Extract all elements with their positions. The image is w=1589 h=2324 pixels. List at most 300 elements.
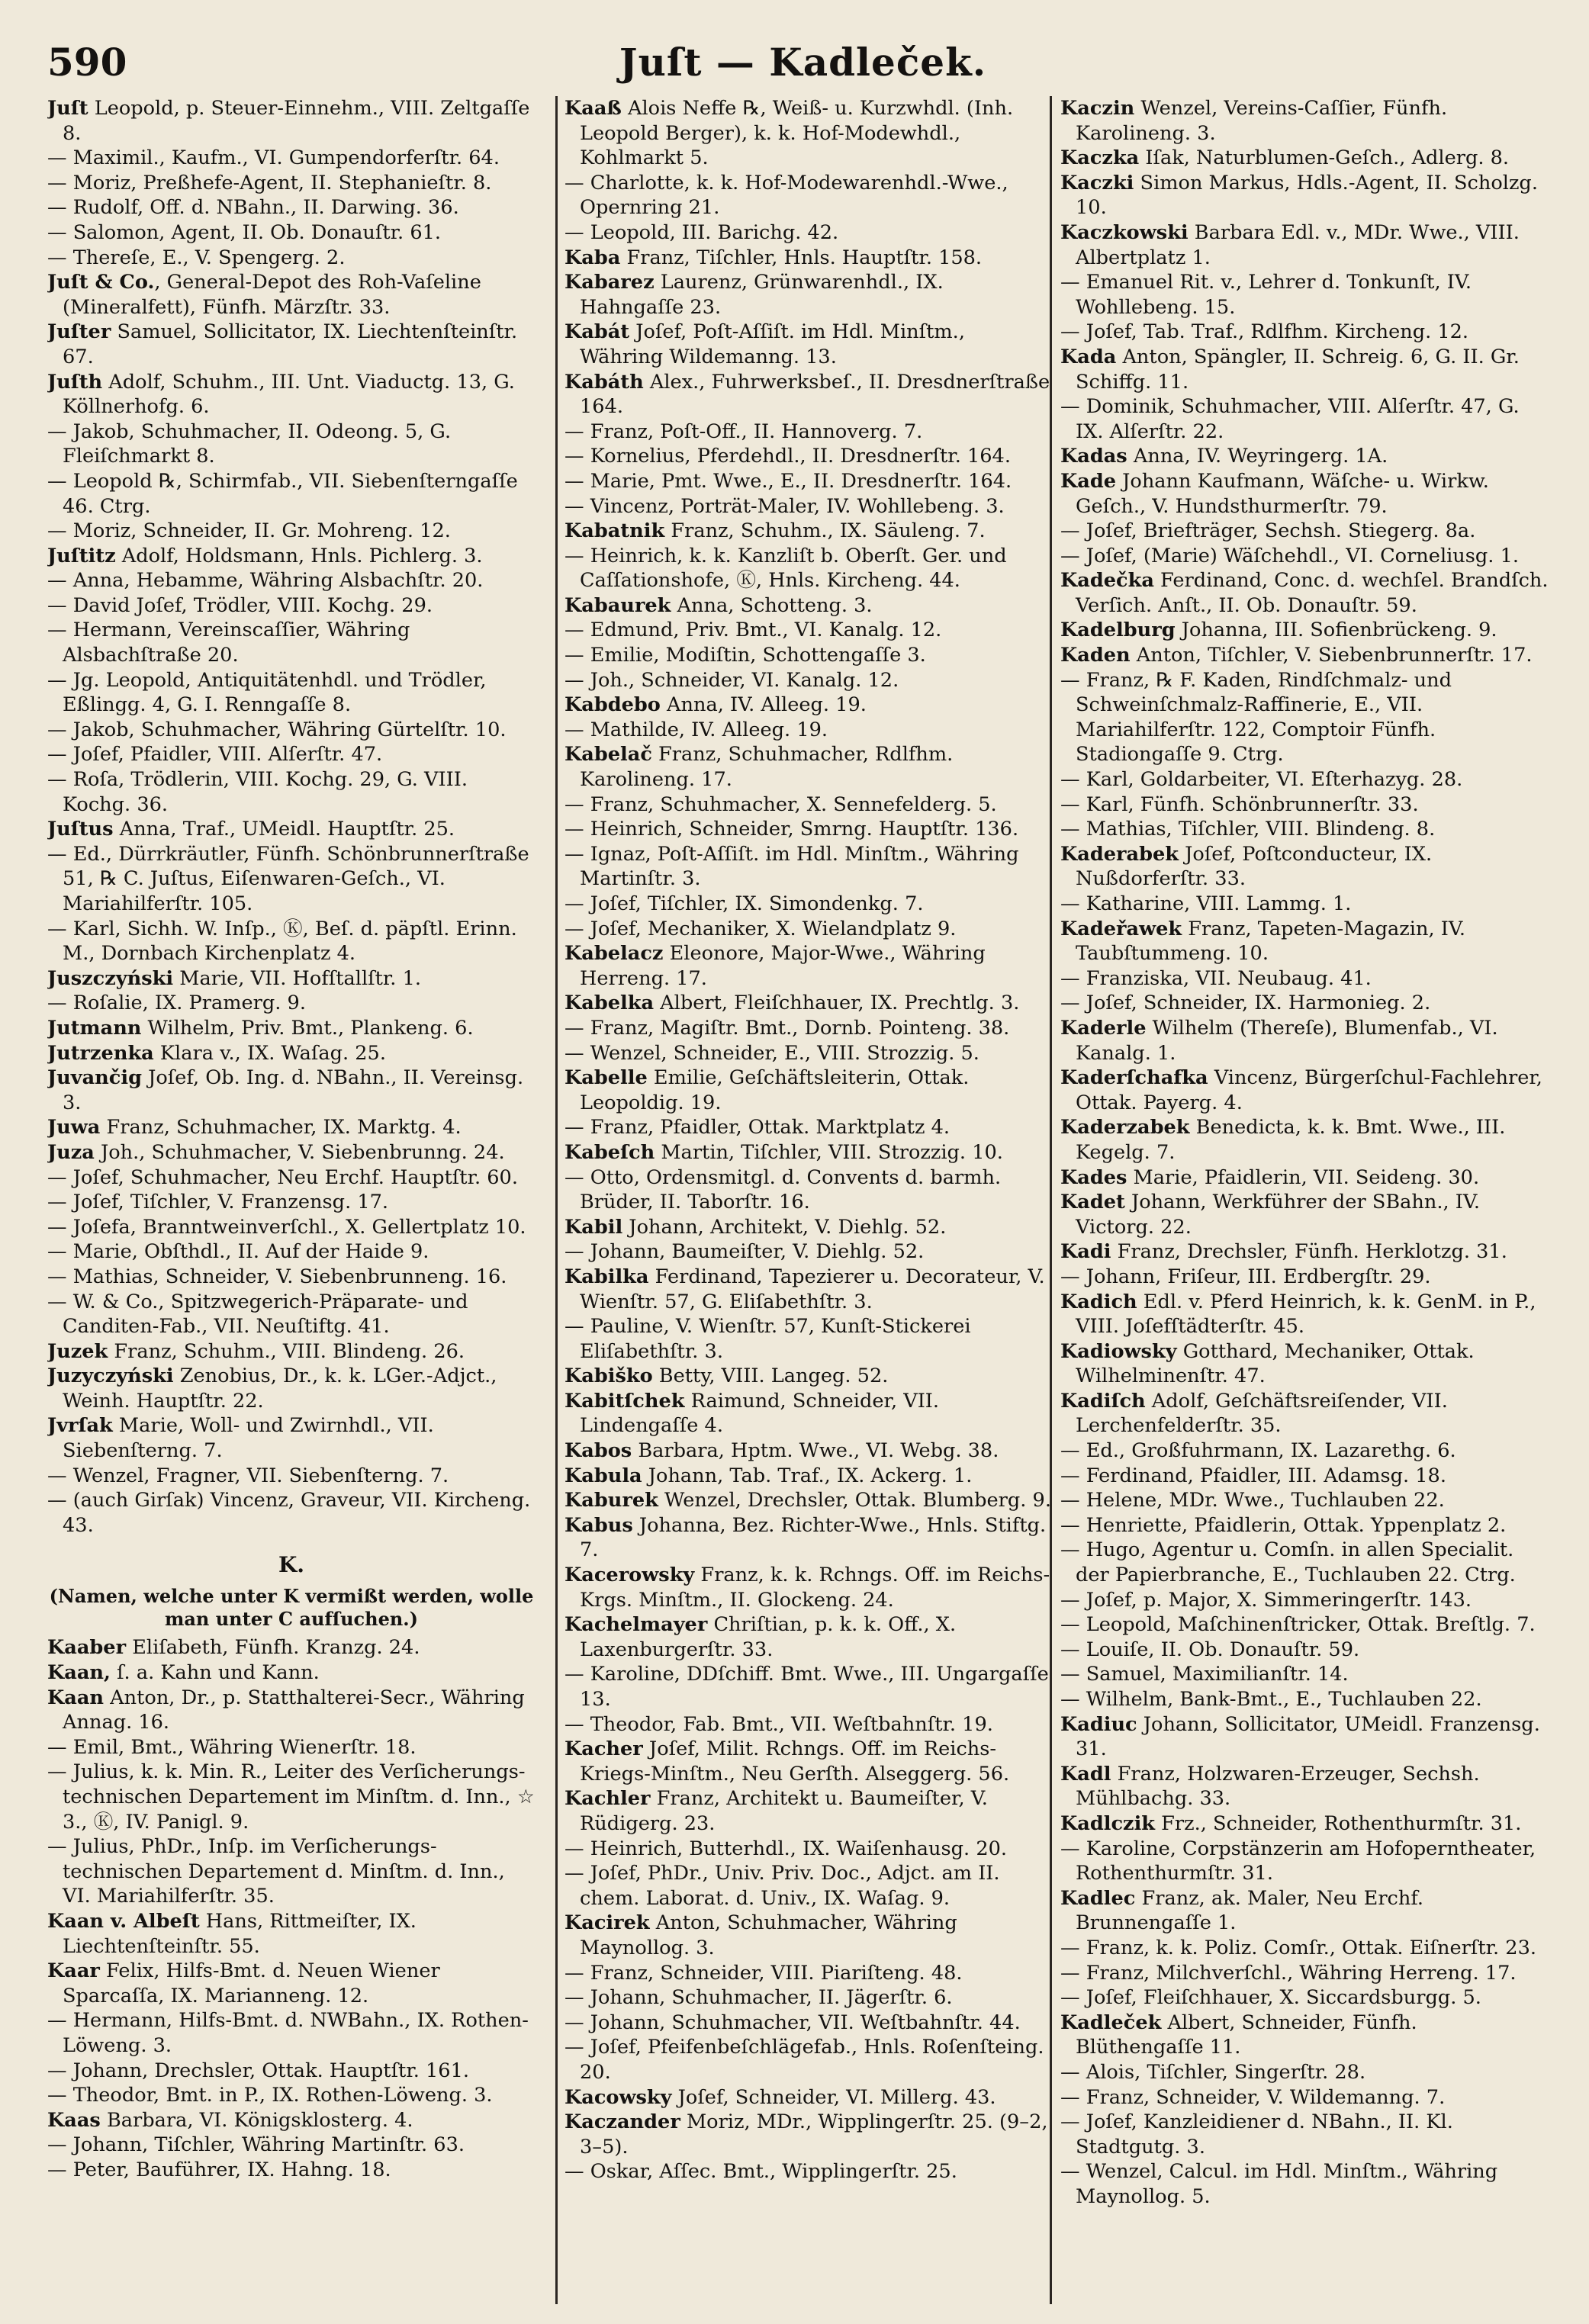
directory-entry — [1060, 767, 1549, 792]
entry-text: — Heinrich, Schneider, Smrng. Hauptſtr. 136. — [565, 818, 1019, 841]
directory-entry — [1060, 1265, 1549, 1290]
directory-entry — [565, 220, 1053, 246]
directory-entry — [1060, 817, 1549, 842]
directory-entry — [47, 742, 536, 767]
directory-entry — [1060, 1016, 1549, 1066]
directory-entry — [1060, 1985, 1549, 2011]
directory-entry — [1060, 1936, 1549, 1961]
directory-entry — [1060, 345, 1549, 394]
entry-text: Anton, Spängler, II. Schreig. 6, G. II. Gr. Schiffg. 11. — [1076, 345, 1520, 394]
entry-text: — Marie, Pmt. Wwe., E., II. Dresdnerſtr. 164. — [565, 469, 1012, 493]
directory-entry — [1060, 1339, 1549, 1389]
directory-entry — [47, 246, 536, 271]
entry-surname: Kadeřawek — [1060, 917, 1182, 940]
directory-entry — [1060, 568, 1549, 618]
directory-entry — [47, 270, 536, 320]
entry-text: — Katharine, VIII. Lammg. 1. — [1060, 892, 1352, 915]
directory-entry — [1060, 1588, 1549, 1613]
directory-entry — [47, 1909, 536, 1959]
entry-text: — Franz, Schneider, V. Wildemanng. 7. — [1060, 2085, 1446, 2109]
entry-text: Anna, Schotteng. 3. — [671, 593, 873, 617]
entry-text: — Joſef, Mechaniker, X. Wielandplatz 9. — [565, 917, 957, 940]
entry-surname: Kabatnik — [565, 519, 665, 543]
entry-surname: Kaar — [47, 1959, 100, 1983]
entry-text: Joſef, Poſt-Aſſiſt. im Hdl. Minſtm., Währing Wildemanng. 13. — [580, 320, 965, 368]
directory-entry — [1060, 1239, 1549, 1265]
entry-text: Johann, Tab. Traf., IX. Ackerg. 1. — [642, 1464, 973, 1487]
entry-text: — David Joſef, Trödler, VIII. Kochg. 29. — [47, 593, 433, 617]
directory-entry — [1060, 966, 1549, 992]
entry-text: — Ignaz, Poſt-Aſſiſt. im Hdl. Minſtm., Währing Martinſtr. 3. — [565, 842, 1019, 891]
entry-text: Wilhelm (Thereſe), Blumenfab., VI. Kanalg. 1. — [1076, 1016, 1498, 1065]
directory-entry — [47, 1239, 536, 1265]
directory-entry — [565, 892, 1053, 917]
directory-entry — [1060, 320, 1549, 345]
entry-text: Barbara, VI. Königsklosterg. 4. — [100, 2108, 413, 2132]
entry-text: — Karoline, Corpstänzerin am Hofoperntheater, Rothenthurmſtr. 31. — [1060, 1837, 1536, 1885]
directory-entry — [47, 1635, 536, 1660]
running-head: Juſt — Kadleček. — [619, 40, 987, 85]
entry-surname: Kadlczik — [1060, 1811, 1156, 1835]
entry-text: Moriz, MDr., Wipplingerſtr. 25. (9–2, 3–5). — [580, 2110, 1048, 2158]
entry-surname: Kabitſchek — [565, 1389, 685, 1413]
directory-entry — [565, 1911, 1053, 1960]
directory-entry — [1060, 1612, 1549, 1638]
directory-entry — [565, 320, 1053, 369]
entry-text: — Joſef, Pfeifenbeſchlägefab., Hnls. Roſenſteing. 20. — [565, 2036, 1044, 2084]
directory-entry — [565, 96, 1053, 171]
directory-entry — [47, 1016, 536, 1041]
directory-entry — [1060, 1687, 1549, 1712]
entry-text: Joſef, Ob. Ing. d. NBahn., II. Vereinsg. 3. — [63, 1066, 524, 1114]
entry-text: — Franz, Milchverſchl., Währing Herreng. 17. — [1060, 1961, 1517, 1985]
directory-entry — [47, 220, 536, 246]
directory-entry — [565, 1712, 1053, 1737]
entry-text: Franz, Tapeten-Magazin, IV. Taubſtummeng. 10. — [1076, 917, 1465, 966]
entry-text: — Joſef, (Marie) Wäſchehdl., VI. Corneliusg. 1. — [1060, 544, 1520, 567]
entry-text: — Wilhelm, Bank-Bmt., E., Tuchlauben 22. — [1060, 1688, 1482, 1711]
entry-text: — Johann, Schuhmacher, II. Jägerſtr. 6. — [565, 1986, 953, 2010]
directory-entry — [47, 618, 536, 667]
entry-surname: Kabáth — [565, 370, 644, 394]
entry-surname: Juſtus — [47, 818, 114, 841]
entry-text: Betty, VIII. Langeg. 52. — [652, 1365, 889, 1388]
entry-text: — Marie, Obſthdl., II. Auf der Haide 9. — [47, 1240, 429, 1264]
directory-entry — [565, 469, 1053, 494]
directory-entry — [565, 494, 1053, 519]
directory-entry — [565, 941, 1053, 991]
entry-text: Franz, k. k. Rchngs. Off. im Reichs-Krgs. Minſtm., II. Glockeng. 24. — [580, 1564, 1050, 1612]
entry-text: — Peter, Bauführer, IX. Hahng. 18. — [47, 2158, 391, 2181]
entry-text: Franz, Schuhm., IX. Säuleng. 7. — [664, 519, 986, 543]
directory-entry — [1060, 1638, 1549, 1663]
directory-entry — [1060, 544, 1549, 569]
directory-entry — [1060, 519, 1549, 544]
entry-text: Franz, Tiſchler, Hnls. Hauptſtr. 158. — [620, 246, 983, 269]
entry-text: — Mathias, Schneider, V. Siebenbrunneng. 16. — [47, 1265, 507, 1288]
entry-text: , General-Depot des Roh-Vaſeline (Mineralfett), Fünfh. Märzſtr. 33. — [63, 271, 481, 319]
entry-surname: Kaden — [1060, 644, 1131, 667]
directory-entry — [1060, 171, 1549, 220]
entry-surname: Kaczander — [565, 2110, 680, 2134]
directory-entry — [47, 519, 536, 544]
entry-surname: Kaczkowski — [1060, 220, 1189, 244]
entry-text: Iſak, Naturblumen-Geſch., Adlerg. 8. — [1139, 146, 1510, 170]
directory-entry — [565, 1837, 1053, 1862]
directory-entry — [565, 1488, 1053, 1513]
entry-text: — Thereſe, E., V. Spengerg. 2. — [47, 246, 346, 269]
directory-entry — [565, 1961, 1053, 1986]
entry-text: — Ed., Dürrkräutler, Fünfh. Schönbrunnerſtraße 51, ℞ C. Juſtus, Eiſenwaren-Geſch., VI. Mariahilferſtr. 105. — [47, 842, 529, 915]
directory-entry — [565, 2085, 1053, 2110]
directory-entry — [565, 1314, 1053, 1364]
entry-text: — Hermann, Vereinscaſſier, Währing Alsbachſtraße 20. — [47, 619, 410, 667]
directory-entry — [47, 1686, 536, 1735]
entry-text: — Johann, Schuhmacher, VII. Weſtbahnſtr. 44. — [565, 2011, 1021, 2034]
entry-text: Johann Kaufmann, Wäſche- u. Wirkw. Geſch., V. Hundsthurmerſtr. 79. — [1076, 469, 1489, 518]
entry-text: Martin, Tiſchler, VIII. Strozzig. 10. — [655, 1140, 1003, 1164]
directory-entry — [565, 519, 1053, 544]
directory-entry — [1060, 1438, 1549, 1464]
entry-surname: Kacirek — [565, 1911, 650, 1935]
directory-entry — [47, 1834, 536, 1909]
entry-surname: Kaderſchafka — [1060, 1066, 1208, 1090]
directory-entry — [47, 171, 536, 196]
directory-entry — [565, 917, 1053, 942]
entry-surname: Kacher — [565, 1737, 643, 1761]
entry-surname: Kacowsky — [565, 2085, 672, 2109]
entry-surname: Kabelka — [565, 992, 655, 1015]
directory-entry — [1060, 1513, 1549, 1538]
directory-entry — [1060, 1464, 1549, 1489]
entry-text: — Alois, Tiſchler, Singerſtr. 28. — [1060, 2060, 1366, 2084]
page-number: 590 — [47, 40, 127, 85]
directory-entry — [47, 568, 536, 593]
entry-surname: Kades — [1060, 1165, 1127, 1189]
directory-entry — [565, 1215, 1053, 1240]
directory-entry — [1060, 1066, 1549, 1115]
entry-text: Anton, Dr., p. Statthalterei-Secr., Währing Annag. 16. — [63, 1686, 525, 1734]
directory-entry — [1060, 842, 1549, 892]
directory-entry — [1060, 2085, 1549, 2110]
entry-surname: Kaczka — [1060, 146, 1140, 170]
column-middle — [565, 96, 1053, 2300]
entry-text: Albert, Schneider, Fünfh. Blüthengaſſe 11. — [1076, 2011, 1417, 2059]
directory-entry — [47, 1760, 536, 1834]
entry-text: — Salomon, Agent, II. Ob. Donauſtr. 61. — [47, 220, 442, 244]
entry-text: Ferdinand, Tapezierer u. Decorateur, V. Wienſtr. 57, G. Eliſabethſtr. 3. — [580, 1265, 1045, 1313]
entry-surname: Kabeſch — [565, 1140, 655, 1164]
directory-entry — [47, 1464, 536, 1489]
directory-entry — [47, 1215, 536, 1240]
entry-text: Joſef, Poſtconducteur, IX. Nußdorferſtr. 33. — [1076, 842, 1433, 891]
entry-text: — Wenzel, Schneider, E., VIII. Strozzig. 5. — [565, 1041, 979, 1065]
entry-text: — Leopold, Maſchinenſtricker, Ottak. Breſtlg. 7. — [1060, 1613, 1536, 1637]
directory-entry — [565, 1115, 1053, 1140]
entry-text: — Johann, Friſeur, III. Erdbergſtr. 29. — [1060, 1265, 1431, 1288]
entry-surname: Kaderle — [1060, 1016, 1147, 1040]
entry-surname: Juſt — [47, 97, 88, 120]
directory-entry — [565, 593, 1053, 619]
entry-text: Franz, Schuhmacher, IX. Marktg. 4. — [100, 1116, 462, 1139]
entry-surname: Juszczyński — [47, 966, 174, 990]
directory-entry — [565, 1464, 1053, 1489]
directory-entry — [47, 817, 536, 842]
directory-entry — [565, 1239, 1053, 1265]
entry-text: Barbara Edl. v., MDr. Wwe., VIII. Albertplatz 1. — [1076, 220, 1520, 269]
entry-text: — Joſef, Kanzleidiener d. NBahn., II. Kl. Stadtgutg. 3. — [1060, 2110, 1453, 2158]
directory-entry — [565, 444, 1053, 469]
directory-entry — [47, 1165, 536, 1191]
directory-entry — [47, 2059, 536, 2084]
directory-entry — [565, 1364, 1053, 1389]
directory-entry — [47, 320, 536, 369]
entry-text: — Leopold, III. Barichg. 42. — [565, 220, 839, 244]
directory-entry — [47, 1190, 536, 1215]
directory-entry — [1060, 1190, 1549, 1239]
directory-entry — [1060, 146, 1549, 171]
entry-text: Joh., Schuhmacher, V. Siebenbrunng. 24. — [94, 1140, 505, 1164]
entry-surname: Kabaurek — [565, 593, 671, 617]
entry-surname: Kadiowsky — [1060, 1339, 1177, 1363]
entry-surname: Kabiško — [565, 1365, 653, 1388]
directory-entry — [565, 171, 1053, 220]
entry-text: Laurenz, Grünwarenhdl., IX. Hahngaſſe 23. — [580, 271, 944, 319]
entry-surname: Kaan — [47, 1686, 105, 1709]
entry-surname: Juſtitz — [47, 544, 116, 567]
directory-entry — [565, 792, 1053, 818]
entry-text: — Anna, Hebamme, Währing Alsbachſtr. 20. — [47, 569, 484, 593]
directory-entry — [565, 718, 1053, 743]
entry-text: — Franz, k. k. Poliz. Comſr., Ottak. Eiſnerſtr. 23. — [1060, 1936, 1537, 1959]
directory-entry — [565, 668, 1053, 693]
entry-text: — Otto, Ordensmitgl. d. Convents d. barmh. Brüder, II. Taborſtr. 16. — [565, 1165, 1002, 1214]
directory-entry — [47, 593, 536, 619]
entry-text: Marie, VII. Hofſtallſtr. 1. — [173, 966, 421, 990]
entry-surname: Kada — [1060, 345, 1117, 368]
directory-entry — [47, 195, 536, 220]
entry-text: — Franz, ℞ F. Kaden, Rindſchmalz- und Schweinſchmalz-Raffinerie, E., VII. Mariahilferſtr. 122, Comptoir Fünfh. Stadiongaſſe 9. Ctrg. — [1060, 668, 1452, 767]
entry-text: — Moriz, Preßhefe-Agent, II. Stephanieſtr. 8. — [47, 171, 492, 194]
entry-text: — Joſef, p. Major, X. Simmeringerſtr. 143. — [1060, 1588, 1472, 1612]
directory-entry — [1060, 1712, 1549, 1762]
entry-text: Frz., Schneider, Rothenthurmſtr. 31. — [1155, 1811, 1522, 1835]
directory-entry — [47, 718, 536, 743]
directory-entry — [565, 1140, 1053, 1165]
entry-text: — Hermann, Hilfs-Bmt. d. NWBahn., IX. Rothen-Löweng. 3. — [47, 2009, 529, 2057]
entry-text: Franz, Architekt u. Baumeiſter, V. Rüdigerg. 23. — [580, 1787, 988, 1835]
entry-text: — Karl, Fünfh. Schönbrunnerſtr. 33. — [1060, 792, 1419, 816]
directory-entry — [565, 693, 1053, 718]
entry-surname: Jutmann — [47, 1016, 142, 1040]
directory-entry — [565, 246, 1053, 271]
entry-text: — Jakob, Schuhmacher, Währing Gürtelſtr. 10. — [47, 718, 507, 741]
entry-surname: Kade — [1060, 469, 1117, 493]
directory-entry — [565, 1985, 1053, 2011]
directory-entry — [47, 1660, 536, 1686]
directory-entry — [47, 1488, 536, 1538]
entry-surname: Kabos — [565, 1439, 632, 1463]
entry-text: Hans, Rittmeiſter, IX. Liechtenſteinſtr. 55. — [63, 1909, 417, 1958]
column-left — [47, 96, 536, 2300]
entry-surname: Kabelač — [565, 743, 652, 767]
entry-text: — Pauline, V. Wienſtr. 57, Kunſt-Stickerei Eliſabethſtr. 3. — [565, 1315, 971, 1363]
entry-text: — Kornelius, Pferdehdl., II. Dresdnerſtr. 164. — [565, 445, 1011, 468]
entry-text: Anton, Schuhmacher, Währing Maynollog. 3. — [580, 1911, 957, 1959]
entry-text: — Johann, Drechsler, Ottak. Hauptſtr. 161. — [47, 2059, 470, 2082]
entry-text: — Heinrich, k. k. Kanzliſt b. Oberſt. Ger. und Caſſationshofe, Ⓚ, Hnls. Kircheng. 44. — [565, 544, 1007, 593]
entry-text: — Joſef, Briefträger, Sechsh. Stiegerg. 8a. — [1060, 519, 1476, 543]
directory-entry — [1060, 270, 1549, 320]
directory-entry — [47, 1339, 536, 1365]
entry-text: Anna, Traf., UMeidl. Hauptſtr. 25. — [113, 818, 455, 841]
entry-text: — Theodor, Bmt. in P., IX. Rothen-Löweng. 3. — [47, 2084, 493, 2107]
entry-text: Ferdinand, Conc. d. wechſel. Brandſch. Verſich. Anſt., II. Ob. Donauſtr. 59. — [1076, 569, 1549, 617]
entry-surname: Kabelacz — [565, 942, 664, 966]
entry-text: — Maximil., Kaufm., VI. Gumpendorferſtr. 64. — [47, 146, 500, 170]
entry-text: — (auch Girſak) Vincenz, Graveur, VII. Kircheng. 43. — [47, 1489, 531, 1537]
entry-surname: Kachler — [565, 1787, 651, 1811]
entry-text: Franz, ak. Maler, Neu Erchf. Brunnengaſſe 1. — [1076, 1886, 1424, 1935]
entry-text: — Johann, Baumeiſter, V. Diehlg. 52. — [565, 1240, 925, 1264]
entry-text: Raimund, Schneider, VII. Lindengaſſe 4. — [580, 1389, 940, 1438]
directory-entry — [565, 1066, 1053, 1115]
entry-text: — Theodor, Fab. Bmt., VII. Weſtbahnſtr. 19. — [565, 1712, 993, 1736]
entry-text: Joſef, Milit. Rchngs. Off. im Reichs-Kriegs-Minſtm., Neu Gerſth. Alseggerg. 56. — [580, 1737, 1010, 1786]
entry-text: — Moriz, Schneider, II. Gr. Mohreng. 12. — [47, 519, 451, 543]
entry-surname: Kabát — [565, 320, 630, 344]
entry-text: Marie, Pfaidlerin, VII. Seideng. 30. — [1127, 1165, 1480, 1189]
entry-text: Wenzel, Vereins-Caſſier, Fünfh. Karolineng. 3. — [1076, 97, 1448, 145]
entry-text: — W. & Co., Spitzwegerich-Präparate- und Canditen-Fab., VII. Neuſtiftg. 41. — [47, 1290, 468, 1339]
directory-entry — [47, 96, 536, 146]
directory-entry — [565, 1265, 1053, 1314]
directory-entry — [47, 1041, 536, 1066]
entry-text: Felix, Hilfs-Bmt. d. Neuen Wiener Sparcaſſa, IX. Marianneng. 12. — [63, 1959, 440, 2007]
entry-text: ſ. a. Kahn und Kann. — [110, 1661, 320, 1685]
entry-surname: Kaczki — [1060, 171, 1134, 194]
directory-entry — [47, 370, 536, 419]
directory-entry — [47, 2108, 536, 2133]
entry-surname: Kabelle — [565, 1066, 648, 1090]
entry-text: — Roſa, Trödlerin, VIII. Kochg. 29, G. VIII. Kochg. 36. — [47, 768, 468, 816]
directory-entry — [1060, 1538, 1549, 1587]
entry-text: — Franz, Schneider, VIII. Piariſteng. 48. — [565, 1961, 963, 1985]
entry-surname: Kadi — [1060, 1240, 1111, 1264]
entry-text: — Rudolf, Off. d. NBahn., II. Darwing. 36. — [47, 196, 459, 220]
entry-text: — Samuel, Maximilianſtr. 14. — [1060, 1663, 1349, 1686]
entry-text: — Louiſe, II. Ob. Donauſtr. 59. — [1060, 1638, 1360, 1661]
entry-text: Wenzel, Drechsler, Ottak. Blumberg. 9. — [658, 1489, 1051, 1512]
directory-entry — [47, 2133, 536, 2158]
entry-text: — Joſefa, Branntweinverſchl., X. Gellertplatz 10. — [47, 1215, 526, 1239]
directory-entry — [565, 643, 1053, 668]
directory-entry — [565, 817, 1053, 842]
entry-surname: Kabdebo — [565, 693, 661, 717]
entry-text: — Jakob, Schuhmacher, II. Odeong. 5, G. Fleiſchmarkt 8. — [47, 419, 452, 468]
directory-entry — [565, 1612, 1053, 1662]
entry-text: Anna, IV. Alleeg. 19. — [660, 693, 867, 717]
entry-text: — Henriette, Pfaidlerin, Ottak. Yppenplatz 2. — [1060, 1513, 1507, 1537]
entry-surname: Kadiuc — [1060, 1712, 1137, 1736]
directory-entry — [565, 270, 1053, 320]
directory-entry — [1060, 1762, 1549, 1811]
entry-text: — Wenzel, Fragner, VII. Siebenſterng. 7. — [47, 1464, 449, 1487]
entry-text: — Julius, PhDr., Inſp. im Verſicherungs-technischen Departement d. Minſtm. d. Inn., VI. Mariahilferſtr. 35. — [47, 1835, 505, 1908]
entry-text: — Mathias, Tiſchler, VIII. Blindeng. 8. — [1060, 818, 1436, 841]
directory-entry — [1060, 96, 1549, 146]
directory-entry — [47, 767, 536, 817]
entry-surname: Kaderabek — [1060, 842, 1179, 866]
entry-text: Alois Neffe ℞, Weiß- u. Kurzwhdl. (Inh. Leopold Berger), k. k. Hof-Modewhdl., Kohlmarkt 5. — [580, 97, 1014, 170]
entry-text: Franz, Schuhmacher, Rdlfhm. Karolineng. 17. — [580, 743, 954, 792]
entry-text: — Oskar, Aſſec. Bmt., Wipplingerſtr. 25. — [565, 2160, 957, 2184]
entry-text: — Vincenz, Porträt-Maler, IV. Wohllebeng. 3. — [565, 494, 1005, 518]
entry-text: — Charlotte, k. k. Hof-Modewarenhdl.-Wwe., Opernring 21. — [565, 171, 1008, 220]
directory-entry — [47, 419, 536, 469]
entry-text: — Karl, Goldarbeiter, VI. Eſterhazyg. 28. — [1060, 768, 1463, 792]
directory-entry — [47, 991, 536, 1016]
entry-surname: Juzek — [47, 1339, 108, 1363]
directory-entry — [1060, 1165, 1549, 1191]
directory-entry — [565, 742, 1053, 792]
entry-surname: Kadlec — [1060, 1886, 1136, 1910]
directory-entry — [565, 1165, 1053, 1215]
entry-surname: Kaderzabek — [1060, 1116, 1190, 1139]
directory-entry — [1060, 2011, 1549, 2060]
directory-entry — [47, 1735, 536, 1760]
entry-text: — Emil, Bmt., Währing Wienerſtr. 18. — [47, 1735, 417, 1759]
directory-entry — [47, 1290, 536, 1339]
entry-text: — Franz, Poſt-Off., II. Hannoverg. 7. — [565, 419, 923, 443]
entry-text: — Joh., Schneider, VI. Kanalg. 12. — [565, 668, 899, 692]
entry-text: Franz, Drechsler, Fünfh. Herklotzg. 31. — [1111, 1240, 1507, 1264]
entry-surname: Kadiſch — [1060, 1389, 1146, 1413]
entry-surname: Juſt & Co. — [47, 271, 155, 294]
entry-text: — Jg. Leopold, Antiquitätenhdl. und Trödler, Eßlingg. 4, G. I. Renngaſſe 8. — [47, 668, 487, 717]
directory-entry — [565, 1016, 1053, 1041]
entry-text: Marie, Woll- und Zwirnhdl., VII. Siebenſterng. 7. — [63, 1414, 434, 1463]
entry-surname: Juvančig — [47, 1066, 142, 1090]
section-note: (Namen, welche unter K vermißt werden, wolle man unter C aufſuchen.) — [49, 1585, 534, 1631]
entry-surname: Kachelmayer — [565, 1613, 708, 1637]
entry-text: — Johann, Tiſchler, Währing Martinſtr. 63. — [47, 2133, 465, 2157]
entry-text: — Joſef, Tiſchler, V. Franzensg. 17. — [47, 1191, 389, 1214]
entry-surname: Kacerowsky — [565, 1564, 695, 1587]
entry-surname: Kadečka — [1060, 569, 1154, 593]
entry-text: — Ed., Großfuhrmann, IX. Lazarethg. 6. — [1060, 1439, 1456, 1463]
entry-text: — Joſef, Schneider, IX. Harmonieg. 2. — [1060, 992, 1431, 1015]
directory-entry — [47, 2008, 536, 2058]
directory-entry — [47, 842, 536, 917]
directory-entry — [1060, 1961, 1549, 1986]
entry-text: Johanna, Bez. Richter-Wwe., Hnls. Stiftg. 7. — [580, 1513, 1047, 1562]
directory-entry — [1060, 792, 1549, 818]
entry-surname: Kabus — [565, 1513, 633, 1537]
directory-entry — [565, 370, 1053, 419]
directory-entry — [1060, 2060, 1549, 2085]
directory-entry — [565, 1662, 1053, 1712]
directory-entry — [1060, 1811, 1549, 1837]
entry-text: Albert, Fleiſchhauer, IX. Prechtlg. 3. — [654, 992, 1020, 1015]
entry-text: — Joſef, Schuhmacher, Neu Erchf. Hauptſtr. 60. — [47, 1165, 518, 1189]
entry-surname: Kabarez — [565, 271, 655, 294]
entry-surname: Kaas — [47, 2108, 101, 2132]
entry-text: Zenobius, Dr., k. k. LGer.-Adjct., Weinh. Hauptſtr. 22. — [63, 1365, 497, 1413]
directory-entry — [565, 1513, 1053, 1563]
entry-text: Edl. v. Pferd Heinrich, k. k. GenM. in P., VIII. Joſefſtädterſtr. 45. — [1076, 1290, 1536, 1339]
directory-entry — [1060, 2159, 1549, 2209]
